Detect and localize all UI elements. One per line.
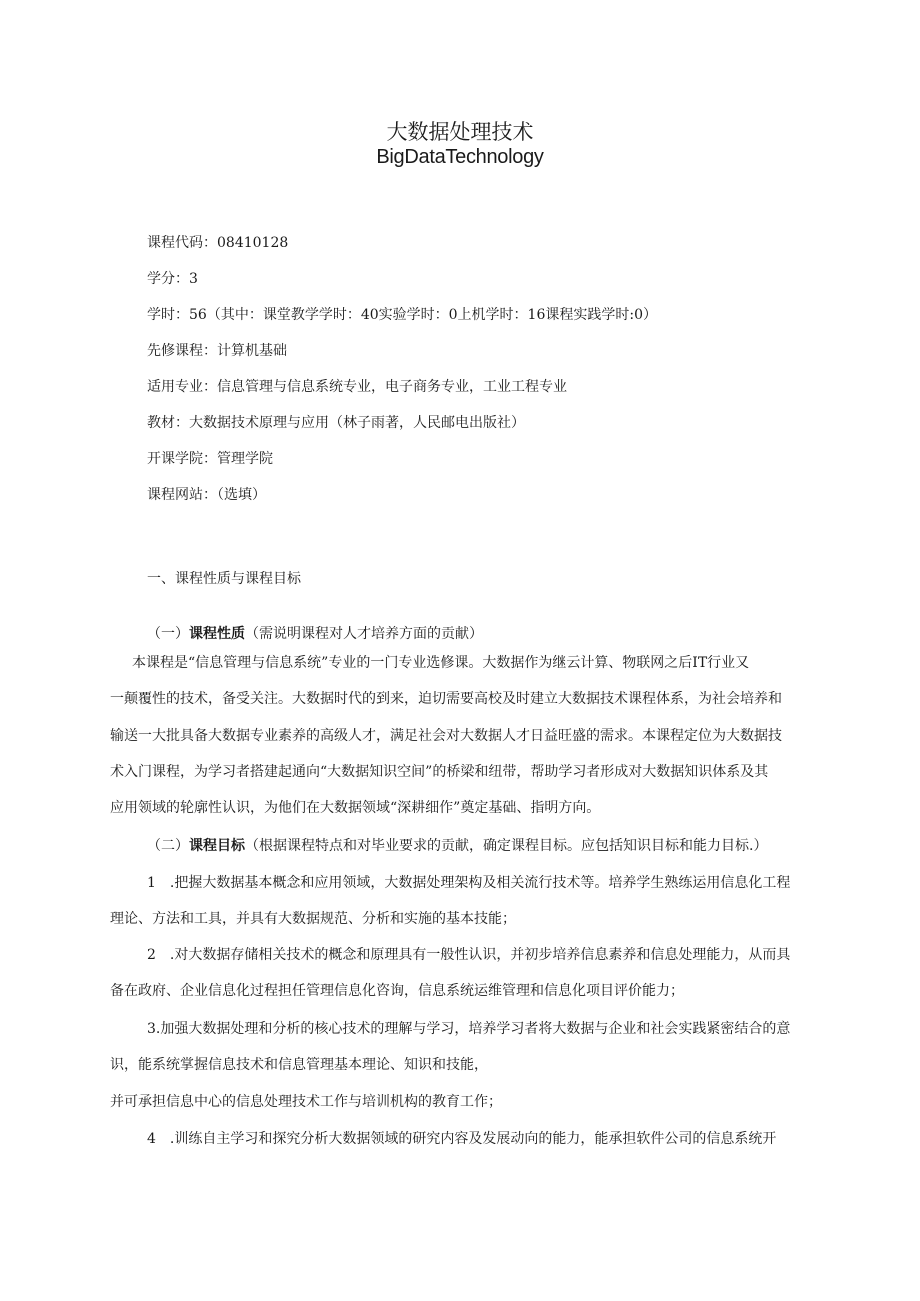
goals-title: 课程目标	[189, 838, 245, 854]
course-credit: 学分：3	[147, 271, 198, 287]
course-prerequisite: 先修课程：计算机基础	[147, 343, 287, 359]
course-website: 课程网站：（选填）	[147, 487, 266, 503]
goal-1-line-1: 1 .把握大数据基本概念和应用领域，大数据处理架构及相关流行技术等。培养学生熟练运用信息化工程	[147, 875, 791, 891]
goal-4-line-1: 4 .训练自主学习和探究分析大数据领域的研究内容及发展动向的能力，能承担软件公司的信息系统开	[147, 1131, 777, 1147]
course-hours: 学时：56（其中：课堂教学学时：40实验学时：0上机学时：16课程实践学时:0）	[147, 307, 657, 323]
goals-note: （根据课程特点和对毕业要求的贡献，确定课程目标。应包括知识目标和能力目标.）	[245, 838, 768, 854]
course-majors: 适用专业：信息管理与信息系统专业，电子商务专业，工业工程专业	[147, 379, 567, 395]
nature-line-4: 术入门课程，为学习者搭建起通向“大数据知识空间”的桥梁和纽带，帮助学习者形成对大数据知识体系及其	[110, 764, 769, 780]
nature-title: 课程性质	[189, 626, 245, 642]
goal-1-line-2: 理论、方法和工具，并具有大数据规范、分析和实施的基本技能；	[110, 911, 516, 927]
nature-note: （需说明课程对人才培养方面的贡献）	[245, 626, 483, 642]
nature-prefix: （一）	[147, 626, 189, 642]
goal-3-line-2: 识，能系统掌握信息技术和信息管理基本理论、知识和技能，	[110, 1057, 488, 1073]
goal-2-line-2: 备在政府、企业信息化过程担任管理信息化咨询，信息系统运维管理和信息化项目评价能力；	[110, 983, 684, 999]
course-title-en: BigDataTechnology	[376, 146, 544, 168]
nature-line-5: 应用领域的轮廓性认识，为他们在大数据领域“深耕细作”奠定基础、指明方向。	[110, 800, 601, 816]
goal-3-line-1: 3.加强大数据处理和分析的核心技术的理解与学习，培养学习者将大数据与企业和社会实践紧密结合的意	[147, 1021, 791, 1037]
goal-2-line-1: 2 .对大数据存储相关技术的概念和原理具有一般性认识，并初步培养信息素养和信息处理能力，从而具	[147, 947, 791, 963]
nature-heading	[147, 624, 483, 644]
course-title-cn: 大数据处理技术	[386, 120, 534, 144]
nature-line-1: 本课程是“信息管理与信息系统”专业的一门专业选修课。大数据作为继云计算、物联网之后IT行业又	[132, 655, 750, 671]
goals-heading	[147, 836, 767, 856]
goal-3-line-3: 并可承担信息中心的信息处理技术工作与培训机构的教育工作；	[110, 1094, 502, 1110]
course-textbook: 教材：大数据技术原理与应用（林子雨著，人民邮电出版社）	[147, 415, 525, 431]
section-heading: 一、课程性质与课程目标	[147, 571, 301, 587]
nature-line-3: 输送一大批具备大数据专业素养的高级人才，满足社会对大数据人才日益旺盛的需求。本课程定位为大数据技	[110, 728, 782, 744]
goals-prefix: （二）	[147, 838, 189, 854]
course-code: 课程代码：08410128	[147, 235, 289, 251]
nature-line-2: 一颠覆性的技术，备受关注。大数据时代的到来，迫切需要高校及时建立大数据技术课程体系，为社会培养和	[110, 691, 782, 707]
course-college: 开课学院：管理学院	[147, 451, 273, 467]
